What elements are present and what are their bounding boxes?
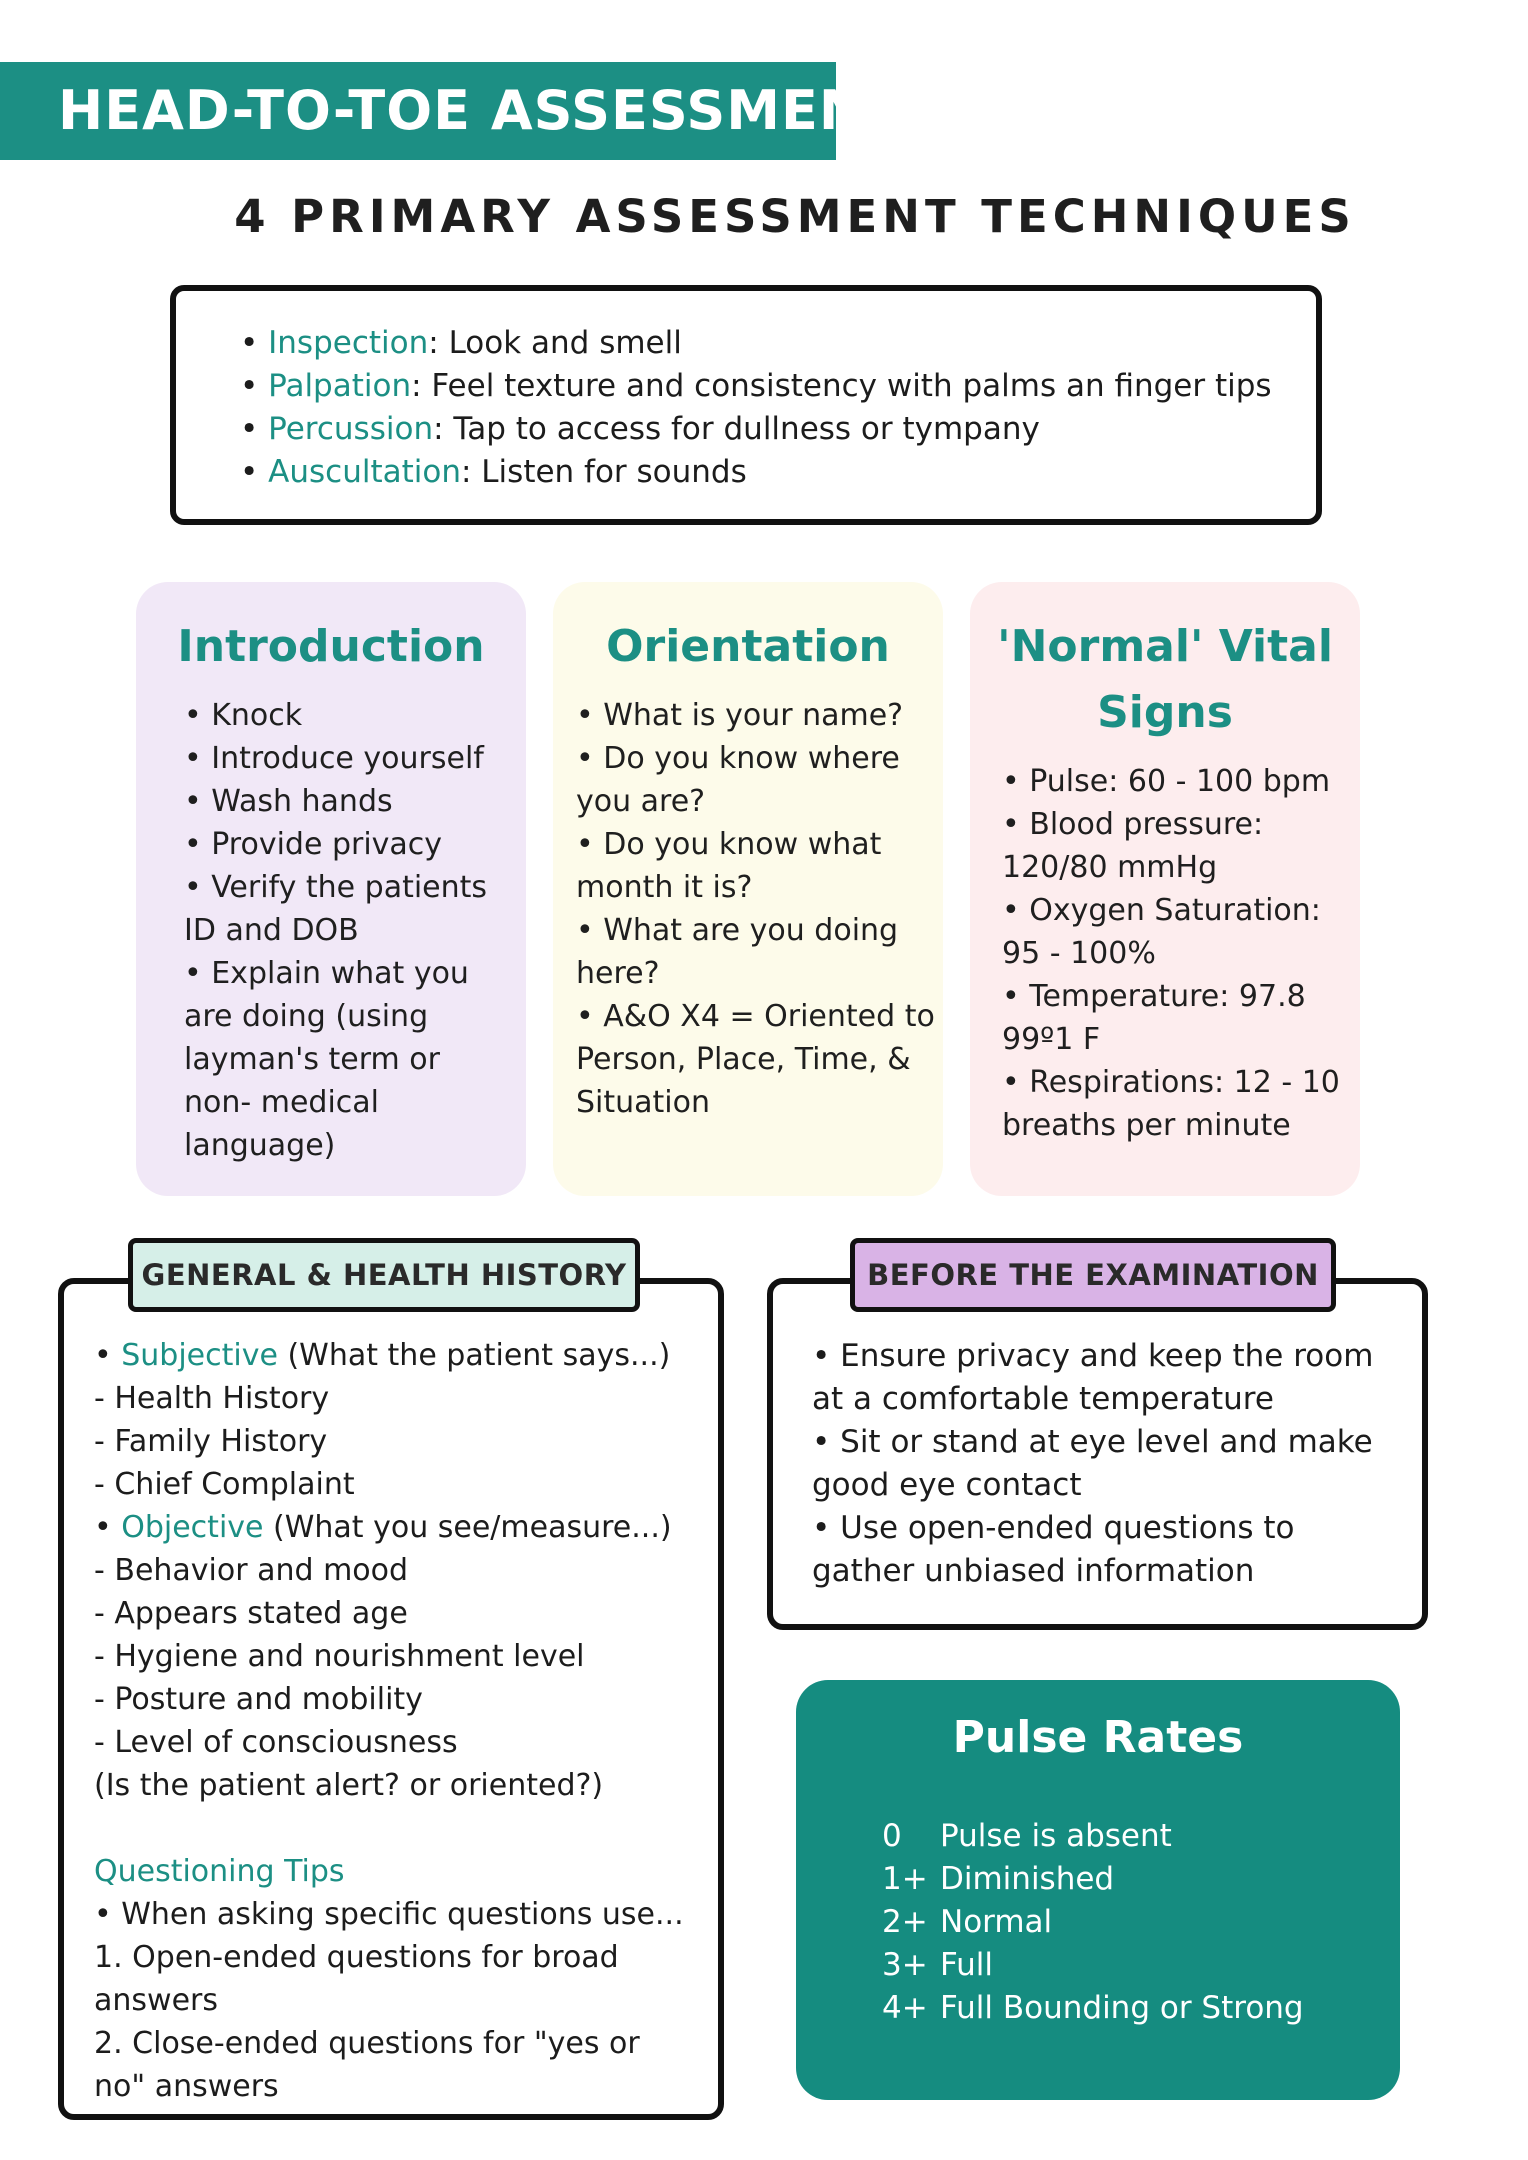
tips-item: 1. Open-ended questions for broad xyxy=(94,1940,619,1975)
examination-list: • Ensure privacy and keep the room at a comfortable temperature • Sit or stand at eye level and make good eye contact • Use open-ended questions to gather unbiased information xyxy=(812,1338,1374,1589)
technique-term: Palpation xyxy=(268,368,412,404)
pulse-row xyxy=(882,1901,1304,1944)
objective-line xyxy=(94,1506,684,1549)
history-item: (Is the patient alert? or oriented?) xyxy=(94,1768,604,1803)
pulse-grade: 1+ xyxy=(882,1861,928,1897)
subjective-desc: (What the patient says...) xyxy=(277,1338,671,1373)
tips-item: no" answers xyxy=(94,2069,279,2104)
orientation-title: Orientation xyxy=(606,621,890,672)
pulse-grade: 2+ xyxy=(882,1904,928,1940)
subjective-line xyxy=(94,1334,684,1377)
pulse-label: Full Bounding or Strong xyxy=(940,1990,1304,2026)
introduction-title: Introduction xyxy=(177,621,485,672)
history-item: - Level of consciousness xyxy=(94,1725,458,1760)
objective-desc: (What you see/measure...) xyxy=(263,1510,672,1545)
history-item: - Chief Complaint xyxy=(94,1467,355,1502)
history-content xyxy=(94,1334,684,2108)
history-item: - Appears stated age xyxy=(94,1596,408,1631)
pulse-grade: 4+ xyxy=(882,1990,928,2026)
history-item: - Posture and mobility xyxy=(94,1682,423,1717)
pulse-row xyxy=(882,1815,1304,1858)
history-item: - Hygiene and nourishment level xyxy=(94,1639,585,1674)
technique-desc: : Feel texture and consistency with palms an finger tips xyxy=(411,368,1272,404)
pulse-row xyxy=(882,1987,1304,2030)
technique-item xyxy=(240,408,1272,451)
pulse-label: Full xyxy=(940,1947,994,1983)
examination-tab-label: BEFORE THE EXAMINATION xyxy=(850,1238,1336,1312)
questioning-tips-heading: Questioning Tips xyxy=(94,1854,345,1889)
pulse-grade: 3+ xyxy=(882,1947,928,1983)
pulse-row xyxy=(882,1858,1304,1901)
tips-item: 2. Close-ended questions for "yes or xyxy=(94,2026,640,2061)
technique-desc: : Tap to access for dullness or tympany xyxy=(433,411,1040,447)
history-spacer xyxy=(94,1807,684,1850)
pulse-row xyxy=(882,1944,1304,1987)
technique-item xyxy=(240,322,1272,365)
orientation-card xyxy=(553,582,943,1196)
tips-item: • When asking specific questions use... xyxy=(94,1897,684,1932)
pulse-label: Diminished xyxy=(940,1861,1115,1897)
technique-term: Inspection xyxy=(268,325,429,361)
history-tab-label: GENERAL & HEALTH HISTORY xyxy=(128,1238,640,1312)
objective-term: Objective xyxy=(121,1510,264,1545)
page-title: HEAD-TO-TOE ASSESSMENT xyxy=(58,79,903,142)
technique-term: Percussion xyxy=(268,411,434,447)
vital-signs-title-line2: Signs xyxy=(1097,687,1233,738)
orientation-list: • What is your name? • Do you know where you are? • Do you know what month it is? • What are you doing here? • A&O X4 = Oriented to Person, Place, Time, & Situation xyxy=(576,698,935,1120)
technique-term: Auscultation xyxy=(268,454,461,490)
pulse-rates-title: Pulse Rates xyxy=(952,1712,1244,1763)
vital-signs-list: • Pulse: 60 - 100 bpm • Blood pressure: 120/80 mmHg • Oxygen Saturation: 95 - 100% • Temperature: 97.8 99º1 F • Respirations: 12 - 10 breaths per minute xyxy=(1002,764,1340,1143)
technique-item xyxy=(240,365,1272,408)
pulse-label: Pulse is absent xyxy=(940,1818,1172,1854)
technique-desc: : Look and smell xyxy=(428,325,682,361)
introduction-list: • Knock • Introduce yourself • Wash hands • Provide privacy • Verify the patients ID and DOB • Explain what you are doing (using layman's term or non- medical language) xyxy=(184,698,488,1163)
introduction-card xyxy=(136,582,526,1196)
technique-desc: : Listen for sounds xyxy=(460,454,747,490)
page-subtitle: 4 PRIMARY ASSESSMENT TECHNIQUES xyxy=(234,190,1356,243)
vital-signs-title-line1: 'Normal' Vital xyxy=(997,621,1333,672)
pulse-label: Normal xyxy=(940,1904,1053,1940)
techniques-list xyxy=(240,322,1272,494)
technique-item xyxy=(240,451,1272,494)
vital-signs-card xyxy=(970,582,1360,1196)
tips-item: answers xyxy=(94,1983,218,2018)
pulse-rates-list xyxy=(882,1815,1304,2030)
history-item: - Behavior and mood xyxy=(94,1553,409,1588)
pulse-grade: 0 xyxy=(882,1818,902,1854)
subjective-term: Subjective xyxy=(121,1338,278,1373)
history-item: - Family History xyxy=(94,1424,328,1459)
history-item: - Health History xyxy=(94,1381,330,1416)
